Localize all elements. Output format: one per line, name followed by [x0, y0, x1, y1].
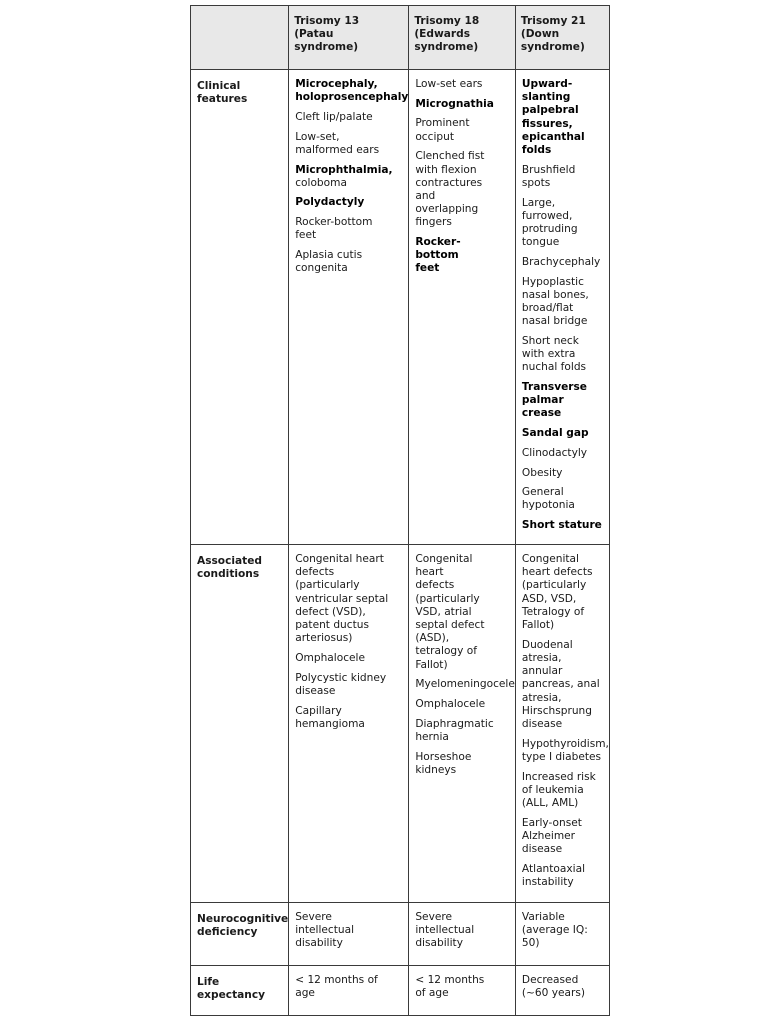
cell-t13-associated [289, 545, 409, 903]
cell-t18-life [409, 966, 516, 1016]
cell-item: Low-set, malformed ears [295, 130, 380, 156]
cell-item: Capillary hemangioma [295, 704, 365, 730]
header-trisomy-18 [409, 6, 516, 70]
cell-t21-life [515, 966, 609, 1016]
cell-item: Obesity [521, 466, 563, 479]
cell-item: Brachycephaly [521, 255, 601, 268]
cell-item: Atlantoaxial instability [521, 862, 586, 888]
cell-item: General hypotonia [521, 486, 575, 512]
cell-item: Hypothyroidism, type I diabetes [521, 737, 609, 763]
cell-item: Brushfield spots [521, 163, 576, 189]
cell-item: Myelomeningocele [415, 678, 515, 691]
cell-item: Microcephaly, holoprosencephaly [295, 78, 409, 104]
row-label-cell [191, 903, 289, 966]
cell-item: Diaphragmatic hernia [415, 717, 494, 743]
cell-t18-neuro [409, 903, 516, 966]
row-label-cell [191, 966, 289, 1016]
cell-item: Omphalocele [415, 698, 486, 711]
cell-item: < 12 months of age [295, 974, 378, 1000]
row-label: Neurocognitive deficiency [191, 903, 288, 939]
row-associated-conditions [191, 545, 610, 903]
row-label-cell [191, 545, 289, 903]
cell-item: Severe intellectual disability [415, 911, 475, 950]
cell-item-emphasis: Microphthalmia, [295, 163, 393, 176]
cell-item: Clinodactyly [521, 446, 588, 459]
cell-item: Congenital heart defects (particularly ASD, VSD, Tetralogy of Fallot) [521, 553, 593, 632]
header-trisomy-13 [289, 6, 409, 70]
cell-t13-life [289, 966, 409, 1016]
cell-item: Rocker- bottom feet [415, 236, 461, 275]
cell-item: Early-onset Alzheimer disease [521, 816, 582, 856]
cell-t21-neuro [515, 903, 609, 966]
cell-item: Clenched fist with flexion contractures and overlapping fingers [415, 150, 485, 229]
cell-item: Prominent occiput [415, 117, 470, 143]
cell-item: Micrognathia [415, 97, 494, 110]
header-label: Trisomy 18 (Edwards syndrome) [414, 15, 480, 54]
row-label: Associated conditions [191, 545, 288, 581]
cell-item: Large, furrowed, protruding tongue [521, 196, 578, 249]
corner-cell [191, 6, 289, 70]
cell-t21-associated [515, 545, 609, 903]
cell-item: Rocker-bottom feet [295, 216, 373, 242]
cell-item: < 12 months of age [415, 974, 485, 1000]
cell-t18-clinical [409, 70, 516, 545]
cell-item: Short neck with extra nuchal folds [521, 334, 587, 374]
cell-item: Aplasia cutis congenita [295, 249, 363, 275]
cell-item: Polydactyly [295, 196, 365, 209]
row-label-cell [191, 70, 289, 545]
cell-item: Congenital heart defects (particularly ventricular septal defect (VSD), patent ductus arteriosus) [295, 553, 389, 645]
cell-t13-clinical [289, 70, 409, 545]
row-label: Clinical features [191, 70, 288, 106]
cell-item: Sandal gap [521, 427, 589, 440]
cell-item: Cleft lip/palate [295, 110, 373, 123]
cell-item: Hypoplastic nasal bones, broad/flat nasal bridge [521, 275, 589, 328]
cell-item: Upward- slanting palpebral fissures, epicanthal folds [521, 78, 585, 157]
cell-item: Microphthalmia, coloboma [295, 163, 393, 189]
cell-item: Horseshoe kidneys [415, 750, 472, 776]
row-clinical-features [191, 70, 610, 545]
cell-t21-clinical [515, 70, 609, 545]
header-trisomy-21 [515, 6, 609, 70]
row-neurocognitive-deficiency [191, 903, 610, 966]
trisomy-comparison-table [190, 5, 610, 1016]
cell-item: Polycystic kidney disease [295, 671, 387, 697]
cell-item: Short stature [521, 519, 602, 532]
cell-item: Low-set ears [415, 78, 483, 90]
header-row [191, 6, 610, 70]
cell-t13-neuro [289, 903, 409, 966]
cell-item: Transverse palmar crease [521, 381, 587, 420]
cell-item: Duodenal atresia, annular pancreas, anal atresia, Hirschsprung disease [521, 638, 600, 730]
cell-item: Severe intellectual disability [295, 911, 355, 950]
cell-t18-associated [409, 545, 516, 903]
cell-item: Congenital heart defects (particularly VSD, atrial septal defect (ASD), tetralogy of Fallot) [415, 553, 485, 671]
cell-item: Variable (average IQ: 50) [521, 911, 588, 950]
row-life-expectancy [191, 966, 610, 1016]
cell-item: Decreased (~60 years) [521, 974, 586, 1000]
row-label: Life expectancy [191, 966, 288, 1002]
cell-item: Increased risk of leukemia (ALL, AML) [521, 770, 596, 809]
header-label: Trisomy 13 (Patau syndrome) [294, 15, 360, 54]
header-label: Trisomy 21 (Down syndrome) [520, 15, 586, 54]
cell-item: Omphalocele [295, 651, 366, 664]
